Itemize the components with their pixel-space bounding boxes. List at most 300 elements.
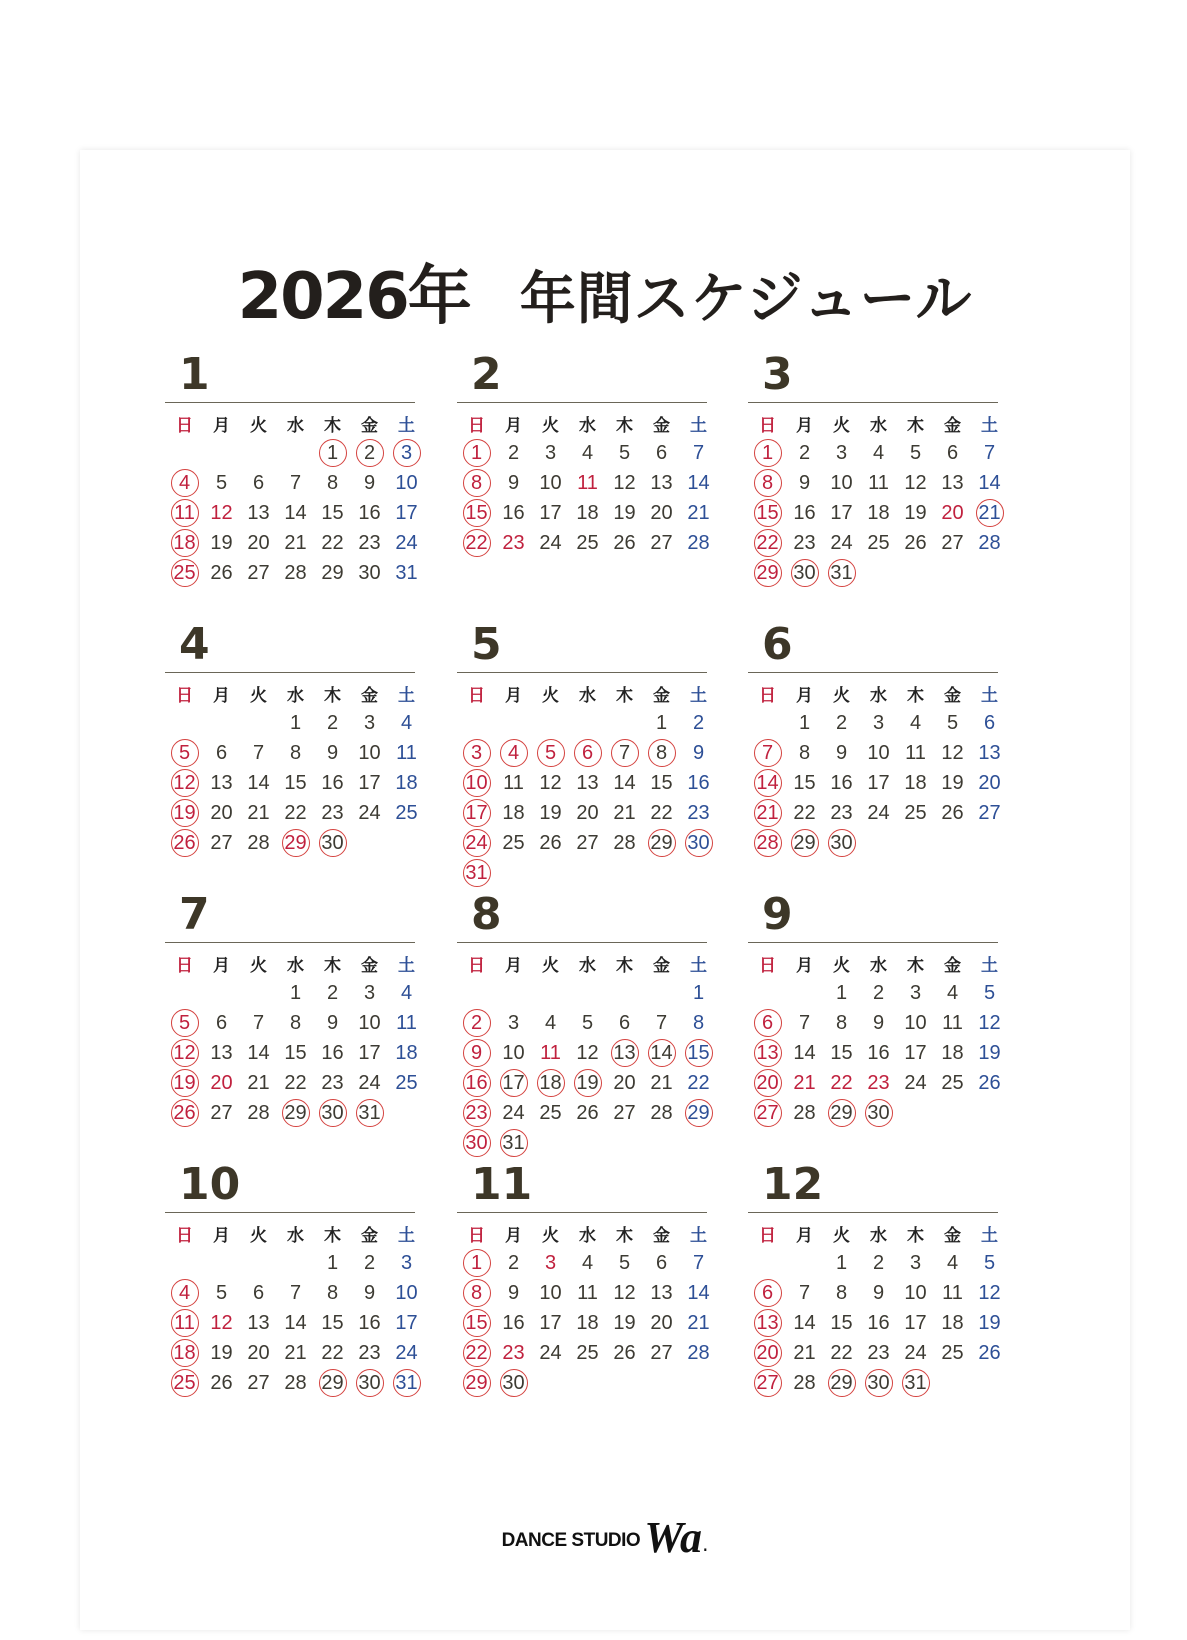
day-cell: 17 [539, 501, 562, 524]
day-cell: 15 [650, 771, 673, 794]
empty-cell [532, 708, 569, 738]
empty-cell [203, 1248, 240, 1278]
day-cell: 7 [289, 471, 302, 494]
weekday-header: 木 [616, 685, 633, 706]
weekday-header: 日 [759, 1225, 776, 1246]
day-cell: 25 [941, 1341, 964, 1364]
day-cell: 3 [400, 1251, 413, 1274]
day-cell: 4 [909, 711, 922, 734]
day-cell: 26 [166, 1098, 203, 1128]
month-divider [748, 672, 998, 673]
day-cell: 1 [289, 711, 302, 734]
day-cell: 16 [867, 1041, 890, 1064]
day-cell: 10 [502, 1041, 525, 1064]
weekday-header: 水 [870, 415, 887, 436]
day-cell: 8 [289, 741, 302, 764]
day-cell: 23 [358, 1341, 381, 1364]
day-cell: 16 [830, 771, 853, 794]
day-grid [166, 408, 416, 588]
day-cell: 1 [458, 1248, 495, 1278]
day-cell: 14 [793, 1311, 816, 1334]
empty-cell [495, 978, 532, 1008]
day-cell: 1 [835, 1251, 848, 1274]
day-cell: 16 [321, 1041, 344, 1064]
day-cell: 22 [830, 1071, 853, 1094]
weekday-header: 月 [505, 1225, 522, 1246]
day-cell: 20 [210, 1071, 233, 1094]
day-cell: 27 [941, 531, 964, 554]
weekday-header: 金 [361, 955, 378, 976]
month-number: 12 [762, 1159, 824, 1210]
day-cell: 9 [363, 471, 376, 494]
day-cell: 22 [458, 1338, 495, 1368]
empty-cell [240, 978, 277, 1008]
day-cell: 28 [247, 1101, 270, 1124]
day-cell: 3 [458, 738, 495, 768]
day-cell: 4 [946, 1251, 959, 1274]
day-cell: 27 [210, 1101, 233, 1124]
day-cell: 10 [358, 741, 381, 764]
weekday-header: 金 [944, 1225, 961, 1246]
day-grid [166, 1218, 416, 1398]
day-cell: 18 [576, 501, 599, 524]
empty-cell [166, 708, 203, 738]
day-cell: 19 [539, 801, 562, 824]
day-cell: 24 [358, 801, 381, 824]
day-cell: 5 [166, 1008, 203, 1038]
weekday-header: 土 [690, 685, 707, 706]
day-cell: 11 [577, 1281, 598, 1304]
empty-cell [495, 708, 532, 738]
day-cell: 28 [978, 531, 1001, 554]
weekday-header: 日 [176, 1225, 193, 1246]
day-cell: 10 [830, 471, 853, 494]
day-cell: 27 [210, 831, 233, 854]
weekday-header: 火 [542, 415, 559, 436]
day-cell: 19 [904, 501, 927, 524]
day-cell: 8 [835, 1281, 848, 1304]
day-cell: 26 [613, 1341, 636, 1364]
weekday-header: 土 [981, 955, 998, 976]
day-cell: 13 [749, 1038, 786, 1068]
day-cell: 22 [650, 801, 673, 824]
day-cell: 25 [904, 801, 927, 824]
empty-cell [203, 708, 240, 738]
day-cell: 15 [830, 1311, 853, 1334]
month-number: 11 [471, 1159, 533, 1210]
day-cell: 13 [606, 1038, 643, 1068]
day-cell: 30 [351, 1368, 388, 1398]
day-cell: 26 [210, 561, 233, 584]
day-cell: 23 [321, 1071, 344, 1094]
day-cell: 18 [941, 1311, 964, 1334]
day-cell: 14 [284, 501, 307, 524]
day-cell: 7 [606, 738, 643, 768]
day-cell: 12 [166, 1038, 203, 1068]
month-divider [457, 1212, 707, 1213]
day-cell: 19 [210, 1341, 233, 1364]
day-cell: 16 [502, 1311, 525, 1334]
day-cell: 2 [872, 981, 885, 1004]
day-cell: 18 [395, 771, 418, 794]
day-cell: 10 [904, 1281, 927, 1304]
day-cell: 4 [581, 441, 594, 464]
weekday-header: 日 [176, 955, 193, 976]
day-cell: 7 [798, 1011, 811, 1034]
day-cell: 6 [618, 1011, 631, 1034]
month-divider [748, 402, 998, 403]
day-cell: 15 [830, 1041, 853, 1064]
day-cell: 18 [395, 1041, 418, 1064]
day-cell: 25 [539, 1101, 562, 1124]
day-cell: 19 [978, 1041, 1001, 1064]
month-number: 6 [762, 619, 793, 670]
day-cell: 22 [284, 801, 307, 824]
weekday-header: 水 [287, 415, 304, 436]
day-cell: 27 [650, 1341, 673, 1364]
day-cell: 11 [868, 471, 889, 494]
title-text: 年間スケジュール [519, 267, 973, 332]
day-cell: 22 [321, 1341, 344, 1364]
day-cell: 25 [395, 1071, 418, 1094]
empty-cell [240, 1248, 277, 1278]
month-number: 5 [471, 619, 502, 670]
day-cell: 10 [358, 1011, 381, 1034]
day-cell: 24 [830, 531, 853, 554]
day-cell: 5 [215, 1281, 228, 1304]
day-cell: 17 [867, 771, 890, 794]
day-cell: 19 [613, 501, 636, 524]
day-cell: 25 [502, 831, 525, 854]
day-cell: 30 [786, 558, 823, 588]
day-cell: 10 [395, 471, 418, 494]
day-cell: 30 [680, 828, 717, 858]
day-cell: 12 [613, 471, 636, 494]
weekday-header: 木 [907, 1225, 924, 1246]
day-cell: 28 [687, 531, 710, 554]
day-cell: 26 [978, 1071, 1001, 1094]
day-cell: 5 [983, 1251, 996, 1274]
weekday-header: 火 [250, 685, 267, 706]
weekday-header: 木 [324, 685, 341, 706]
day-cell: 26 [904, 531, 927, 554]
day-cell: 2 [507, 441, 520, 464]
day-grid [749, 678, 999, 858]
day-cell: 9 [326, 741, 339, 764]
weekday-header: 火 [542, 1225, 559, 1246]
day-cell: 12 [613, 1281, 636, 1304]
weekday-header: 土 [398, 1225, 415, 1246]
day-cell: 30 [314, 828, 351, 858]
day-cell: 13 [210, 1041, 233, 1064]
day-cell: 10 [539, 1281, 562, 1304]
month-12 [748, 1159, 1001, 1430]
day-cell: 12 [904, 471, 927, 494]
weekday-header: 水 [579, 685, 596, 706]
day-cell: 20 [247, 1341, 270, 1364]
day-cell: 18 [166, 528, 203, 558]
month-10 [165, 1159, 418, 1430]
day-cell: 21 [247, 1071, 270, 1094]
day-cell: 31 [458, 858, 495, 888]
day-cell: 30 [358, 561, 381, 584]
weekday-header: 木 [324, 415, 341, 436]
day-cell: 18 [532, 1068, 569, 1098]
day-cell: 4 [581, 1251, 594, 1274]
day-cell: 27 [749, 1368, 786, 1398]
empty-cell [532, 978, 569, 1008]
weekday-header: 金 [361, 415, 378, 436]
month-6 [748, 619, 1001, 890]
weekday-header: 木 [616, 955, 633, 976]
weekday-header: 土 [398, 955, 415, 976]
day-cell: 10 [867, 741, 890, 764]
day-cell: 4 [495, 738, 532, 768]
day-grid [458, 678, 708, 888]
empty-cell [749, 1248, 786, 1278]
day-cell: 12 [210, 1311, 233, 1334]
day-cell: 1 [692, 981, 705, 1004]
day-cell: 30 [314, 1098, 351, 1128]
day-cell: 29 [823, 1368, 860, 1398]
day-cell: 21 [749, 798, 786, 828]
weekday-header: 土 [690, 1225, 707, 1246]
month-number: 10 [179, 1159, 241, 1210]
day-cell: 17 [358, 771, 381, 794]
day-cell: 5 [166, 738, 203, 768]
day-cell: 7 [692, 441, 705, 464]
day-cell: 6 [749, 1008, 786, 1038]
day-cell: 14 [613, 771, 636, 794]
weekday-header: 火 [833, 415, 850, 436]
weekday-header: 木 [324, 955, 341, 976]
day-cell: 15 [793, 771, 816, 794]
day-cell: 26 [978, 1341, 1001, 1364]
empty-cell [240, 708, 277, 738]
day-cell: 5 [532, 738, 569, 768]
day-cell: 21 [793, 1341, 816, 1364]
day-cell: 11 [503, 771, 524, 794]
day-cell: 4 [872, 441, 885, 464]
day-cell: 12 [978, 1011, 1001, 1034]
weekday-header: 火 [250, 415, 267, 436]
day-cell: 23 [830, 801, 853, 824]
day-cell: 10 [395, 1281, 418, 1304]
day-cell: 24 [904, 1341, 927, 1364]
day-cell: 28 [247, 831, 270, 854]
day-cell: 14 [749, 768, 786, 798]
day-cell: 2 [458, 1008, 495, 1038]
day-cell: 21 [650, 1071, 673, 1094]
day-cell: 29 [680, 1098, 717, 1128]
weekday-header: 土 [690, 955, 707, 976]
day-cell: 16 [358, 501, 381, 524]
day-cell: 15 [284, 771, 307, 794]
day-cell: 6 [983, 711, 996, 734]
weekday-header: 水 [287, 1225, 304, 1246]
day-cell: 16 [321, 771, 344, 794]
empty-cell [203, 438, 240, 468]
day-cell: 18 [576, 1311, 599, 1334]
day-grid [166, 678, 416, 858]
day-cell: 1 [314, 438, 351, 468]
day-cell: 21 [247, 801, 270, 824]
day-cell: 20 [978, 771, 1001, 794]
day-cell: 3 [835, 441, 848, 464]
day-cell: 26 [576, 1101, 599, 1124]
day-cell: 13 [247, 1311, 270, 1334]
day-cell: 11 [396, 1011, 417, 1034]
empty-cell [203, 978, 240, 1008]
day-cell: 30 [458, 1128, 495, 1158]
day-cell: 4 [166, 468, 203, 498]
weekday-header: 水 [287, 955, 304, 976]
day-cell: 17 [395, 501, 418, 524]
day-cell: 17 [495, 1068, 532, 1098]
month-number: 3 [762, 349, 793, 400]
weekday-header: 火 [250, 1225, 267, 1246]
day-cell: 6 [215, 1011, 228, 1034]
day-cell: 18 [904, 771, 927, 794]
day-cell: 29 [458, 1368, 495, 1398]
day-cell: 28 [749, 828, 786, 858]
day-cell: 20 [941, 501, 964, 524]
month-number: 1 [179, 349, 210, 400]
day-cell: 31 [495, 1128, 532, 1158]
day-cell: 7 [749, 738, 786, 768]
day-cell: 11 [577, 471, 598, 494]
day-cell: 20 [749, 1338, 786, 1368]
weekday-header: 土 [981, 685, 998, 706]
day-cell: 8 [458, 1278, 495, 1308]
weekday-header: 木 [907, 685, 924, 706]
day-cell: 10 [904, 1011, 927, 1034]
day-cell: 15 [458, 1308, 495, 1338]
day-cell: 8 [326, 471, 339, 494]
day-grid [458, 1218, 708, 1398]
day-cell: 13 [650, 1281, 673, 1304]
day-cell: 26 [539, 831, 562, 854]
day-cell: 22 [321, 531, 344, 554]
day-cell: 9 [872, 1011, 885, 1034]
day-cell: 2 [835, 711, 848, 734]
day-cell: 17 [458, 798, 495, 828]
day-cell: 2 [326, 981, 339, 1004]
day-cell: 30 [860, 1098, 897, 1128]
weekday-header: 日 [176, 415, 193, 436]
month-5 [457, 619, 710, 890]
weekday-header: 火 [833, 685, 850, 706]
day-cell: 21 [687, 1311, 710, 1334]
day-cell: 1 [835, 981, 848, 1004]
day-cell: 6 [946, 441, 959, 464]
day-cell: 10 [539, 471, 562, 494]
day-cell: 14 [687, 1281, 710, 1304]
day-cell: 7 [252, 741, 265, 764]
day-cell: 27 [650, 531, 673, 554]
day-cell: 20 [247, 531, 270, 554]
empty-cell [458, 978, 495, 1008]
day-cell: 22 [284, 1071, 307, 1094]
day-cell: 14 [284, 1311, 307, 1334]
day-cell: 6 [569, 738, 606, 768]
day-cell: 7 [289, 1281, 302, 1304]
day-cell: 24 [358, 1071, 381, 1094]
weekday-header: 火 [833, 1225, 850, 1246]
day-cell: 26 [941, 801, 964, 824]
day-cell: 5 [215, 471, 228, 494]
weekday-header: 土 [981, 1225, 998, 1246]
day-cell: 25 [166, 1368, 203, 1398]
day-cell: 24 [395, 1341, 418, 1364]
day-cell: 28 [687, 1341, 710, 1364]
day-cell: 14 [687, 471, 710, 494]
month-number: 7 [179, 889, 210, 940]
day-cell: 16 [458, 1068, 495, 1098]
day-cell: 7 [655, 1011, 668, 1034]
calendar-sheet [80, 150, 1130, 1630]
month-divider [457, 942, 707, 943]
day-cell: 8 [458, 468, 495, 498]
day-cell: 29 [314, 1368, 351, 1398]
empty-cell [749, 708, 786, 738]
day-cell: 27 [749, 1098, 786, 1128]
weekday-header: 木 [616, 415, 633, 436]
weekday-header: 金 [653, 415, 670, 436]
day-cell: 21 [284, 1341, 307, 1364]
day-cell: 15 [321, 1311, 344, 1334]
weekday-header: 土 [398, 685, 415, 706]
day-cell: 19 [166, 1068, 203, 1098]
day-cell: 18 [502, 801, 525, 824]
empty-cell [749, 978, 786, 1008]
weekday-header: 月 [213, 1225, 230, 1246]
day-cell: 7 [983, 441, 996, 464]
day-cell: 25 [576, 1341, 599, 1364]
day-cell: 31 [351, 1098, 388, 1128]
weekday-header: 水 [579, 1225, 596, 1246]
day-cell: 4 [400, 981, 413, 1004]
day-cell: 2 [692, 711, 705, 734]
empty-cell [458, 708, 495, 738]
day-cell: 29 [643, 828, 680, 858]
day-cell: 19 [166, 798, 203, 828]
day-cell: 7 [252, 1011, 265, 1034]
day-cell: 14 [978, 471, 1001, 494]
day-cell: 17 [358, 1041, 381, 1064]
day-cell: 25 [576, 531, 599, 554]
day-cell: 9 [458, 1038, 495, 1068]
day-cell: 19 [569, 1068, 606, 1098]
day-cell: 12 [539, 771, 562, 794]
weekday-header: 日 [759, 415, 776, 436]
weekday-header: 火 [542, 685, 559, 706]
day-cell: 4 [946, 981, 959, 1004]
day-cell: 16 [867, 1311, 890, 1334]
day-cell: 8 [643, 738, 680, 768]
day-cell: 24 [395, 531, 418, 554]
day-cell: 18 [941, 1041, 964, 1064]
day-cell: 13 [978, 741, 1001, 764]
day-cell: 9 [507, 1281, 520, 1304]
day-cell: 28 [793, 1101, 816, 1124]
day-cell: 23 [687, 801, 710, 824]
day-cell: 20 [210, 801, 233, 824]
day-cell: 14 [247, 771, 270, 794]
day-cell: 13 [941, 471, 964, 494]
day-cell: 12 [941, 741, 964, 764]
empty-cell [786, 1248, 823, 1278]
